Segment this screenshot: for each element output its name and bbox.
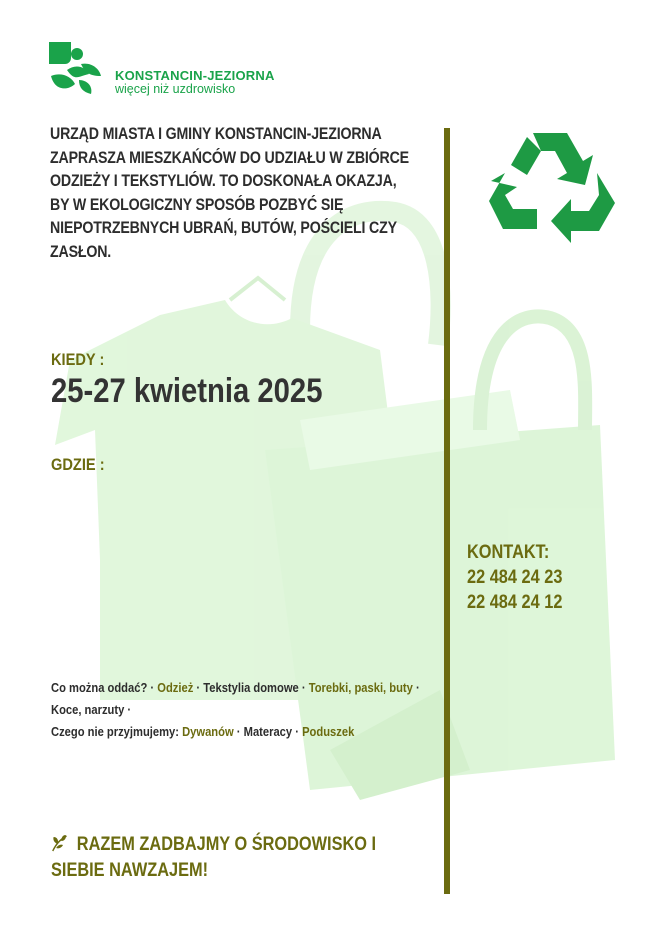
accepted-line [51, 677, 429, 721]
separator: · [196, 680, 201, 695]
rejected-item: Poduszek [302, 724, 355, 739]
accepted-item: Torebki, paski, buty [308, 680, 413, 695]
event-date: 25-27 kwietnia 2025 [51, 372, 323, 410]
intro-text: URZĄD MIASTA I GMINY KONSTANCIN-JEZIORNA ZAPRASZA MIESZKAŃCÓW DO UDZIAŁU W ZBIÓRCE ODZIEŻY I TEKSTYLIÓW. TO DOSKONAŁA OKAZJA, BY W EKOLOGICZNY SPOSÓB POZBYĆ SIĘ NIEPOTRZEBNYCH UBRAŃ, BUTÓW, POŚCIELI CZY ZASŁON. [50, 125, 409, 261]
contact-phone-1[interactable]: 22 484 24 23 [467, 567, 563, 588]
rejected-item: Materacy [243, 724, 293, 739]
rejected-line [51, 721, 429, 743]
where-label: GDZIE : [51, 455, 105, 474]
separator: · [127, 702, 132, 717]
when-label: KIEDY : [51, 350, 105, 369]
slogan-block [51, 832, 412, 884]
separator: · [415, 680, 420, 695]
logo-tagline: więcej niż uzdrowisko [115, 82, 236, 96]
slogan-text: RAZEM ZADBAJMY O ŚRODOWISKO I SIEBIE NAWZAJEM! [51, 834, 377, 881]
separator: · [301, 680, 306, 695]
contact-phone-2[interactable]: 22 484 24 12 [467, 592, 563, 613]
recycle-icon [475, 125, 625, 250]
logo-mark-icon [45, 40, 105, 95]
separator: · [295, 724, 299, 739]
logo-name: KONSTANCIN-JEZIORNA [115, 68, 275, 83]
rejected-label: Czego nie przyjmujemy: [51, 724, 179, 739]
logo [45, 40, 305, 100]
rejected-item: Dywanów [182, 724, 234, 739]
accepted-item: Odzież [157, 680, 194, 695]
contact-label: KONTAKT: [467, 542, 550, 563]
vertical-divider [444, 128, 450, 894]
separator: · [236, 724, 241, 739]
info-block [51, 677, 429, 743]
accepted-item: Koce, narzuty [51, 702, 125, 717]
accepted-label: Co można oddać? [51, 680, 148, 695]
leaf-icon [51, 834, 68, 852]
separator: · [150, 680, 155, 695]
contact-block [467, 540, 562, 615]
accepted-item: Tekstylia domowe [203, 680, 299, 695]
